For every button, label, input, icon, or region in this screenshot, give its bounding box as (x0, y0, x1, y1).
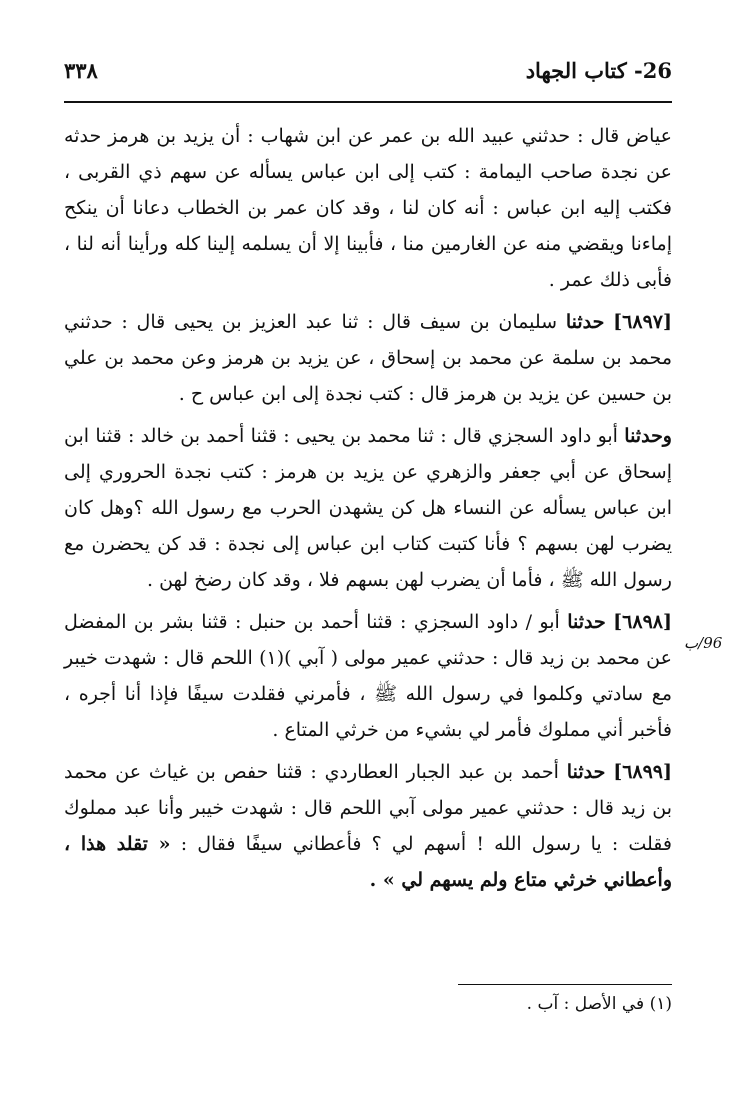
prophetic-quote: « تقلد هذا ، وأعطاني خرثي متاع ولم يسهم لي » . (64, 833, 672, 891)
paragraph-5 (64, 754, 672, 898)
narration-keyword: وحدثنا (624, 425, 672, 447)
narration-keyword: حدثنا (565, 311, 605, 333)
hadith-number: [٦٨٩٩] (613, 761, 673, 783)
paragraph-text: عياض قال : حدثني عبيد الله بن عمر عن ابن شهاب : أن يزيد بن هرمز حدثه عن نجدة صاحب اليمامة : كتب إلى ابن عباس يسأله عن سهم ذي القربى ، فكتب إليه ابن عباس : أنه كان لنا ، وقد كان عمر بن الخطاب دعانا أن ينكح إماءنا ويقضي منه عن الغارمين منا ، فأبينا إلا أن يسلمه إلينا كله ورأينا أنه لنا ، فأبى ذلك عمر . (64, 125, 672, 291)
manuscript-folio-note: 96/ب (684, 634, 723, 652)
page-header (64, 58, 672, 98)
footnote: (١) في الأصل : آب . (526, 994, 672, 1014)
footnote-rule (458, 984, 672, 985)
paragraph-text: سليمان بن سيف قال : ثنا عبد العزيز بن يحيى قال : حدثني محمد بن سلمة عن محمد بن إسحاق ، عن يزيد بن هرمز وعن محمد بن علي بن حسين عن يزيد بن هرمز قال : كتب نجدة إلى ابن عباس ح . (64, 311, 672, 405)
paragraph-1 (64, 118, 672, 298)
hadith-number: [٦٨٩٨] (613, 611, 672, 633)
paragraph-3 (64, 418, 672, 598)
paragraph-text: أبو داود السجزي قال : ثنا محمد بن يحيى : قثنا أحمد بن خالد : قثنا ابن إسحاق عن أبي جعفر والزهري عن يزيد بن هرمز : كتب نجدة الحروري إلى ابن عباس يسأله عن النساء هل كن يشهدن الحرب مع رسول الله ؟وهل كان يضرب لهن بسهم ؟ فأنا كتبت كتاب ابن عباس إلى نجدة : قد كن يحضرن مع رسول الله ﷺ ، فأما أن يضرب لهن بسهم فلا ، وقد كان رضخ لهن . (64, 425, 672, 591)
paragraph-text: أبو / داود السجزي : قثنا أحمد بن حنبل : قثنا بشر بن المفضل عن محمد بن زيد قال : حدثني عمير مولى ( آبي )(١) اللحم قال : شهدت خيبر مع سادتي وكلموا في رسول الله ﷺ ، فأمرني فقلدت سيفًا فإذا أنا أجره ، فأخبر أني مملوك فأمر لي بشيء من خرثي المتاع . (64, 611, 672, 741)
paragraph-2 (64, 304, 672, 412)
narration-keyword: حدثنا (566, 761, 606, 783)
narration-keyword: حدثنا (567, 611, 606, 633)
main-text (64, 118, 672, 898)
chapter-title: 26- كتاب الجهاد (525, 58, 672, 83)
page-number: ٣٣٨ (64, 58, 98, 83)
header-rule (64, 101, 672, 103)
hadith-number: [٦٨٩٧] (613, 311, 672, 333)
paragraph-text: أحمد بن عبد الجبار العطاردي : قثنا حفص بن غياث عن محمد بن زيد قال : حدثني عمير مولى آبي اللحم قال : شهدت خيبر وأنا عبد مملوك فقلت : يا رسول الله ! أسهم لي ؟ فأعطاني سيفًا فقال : (64, 761, 672, 855)
paragraph-4 (64, 604, 672, 748)
